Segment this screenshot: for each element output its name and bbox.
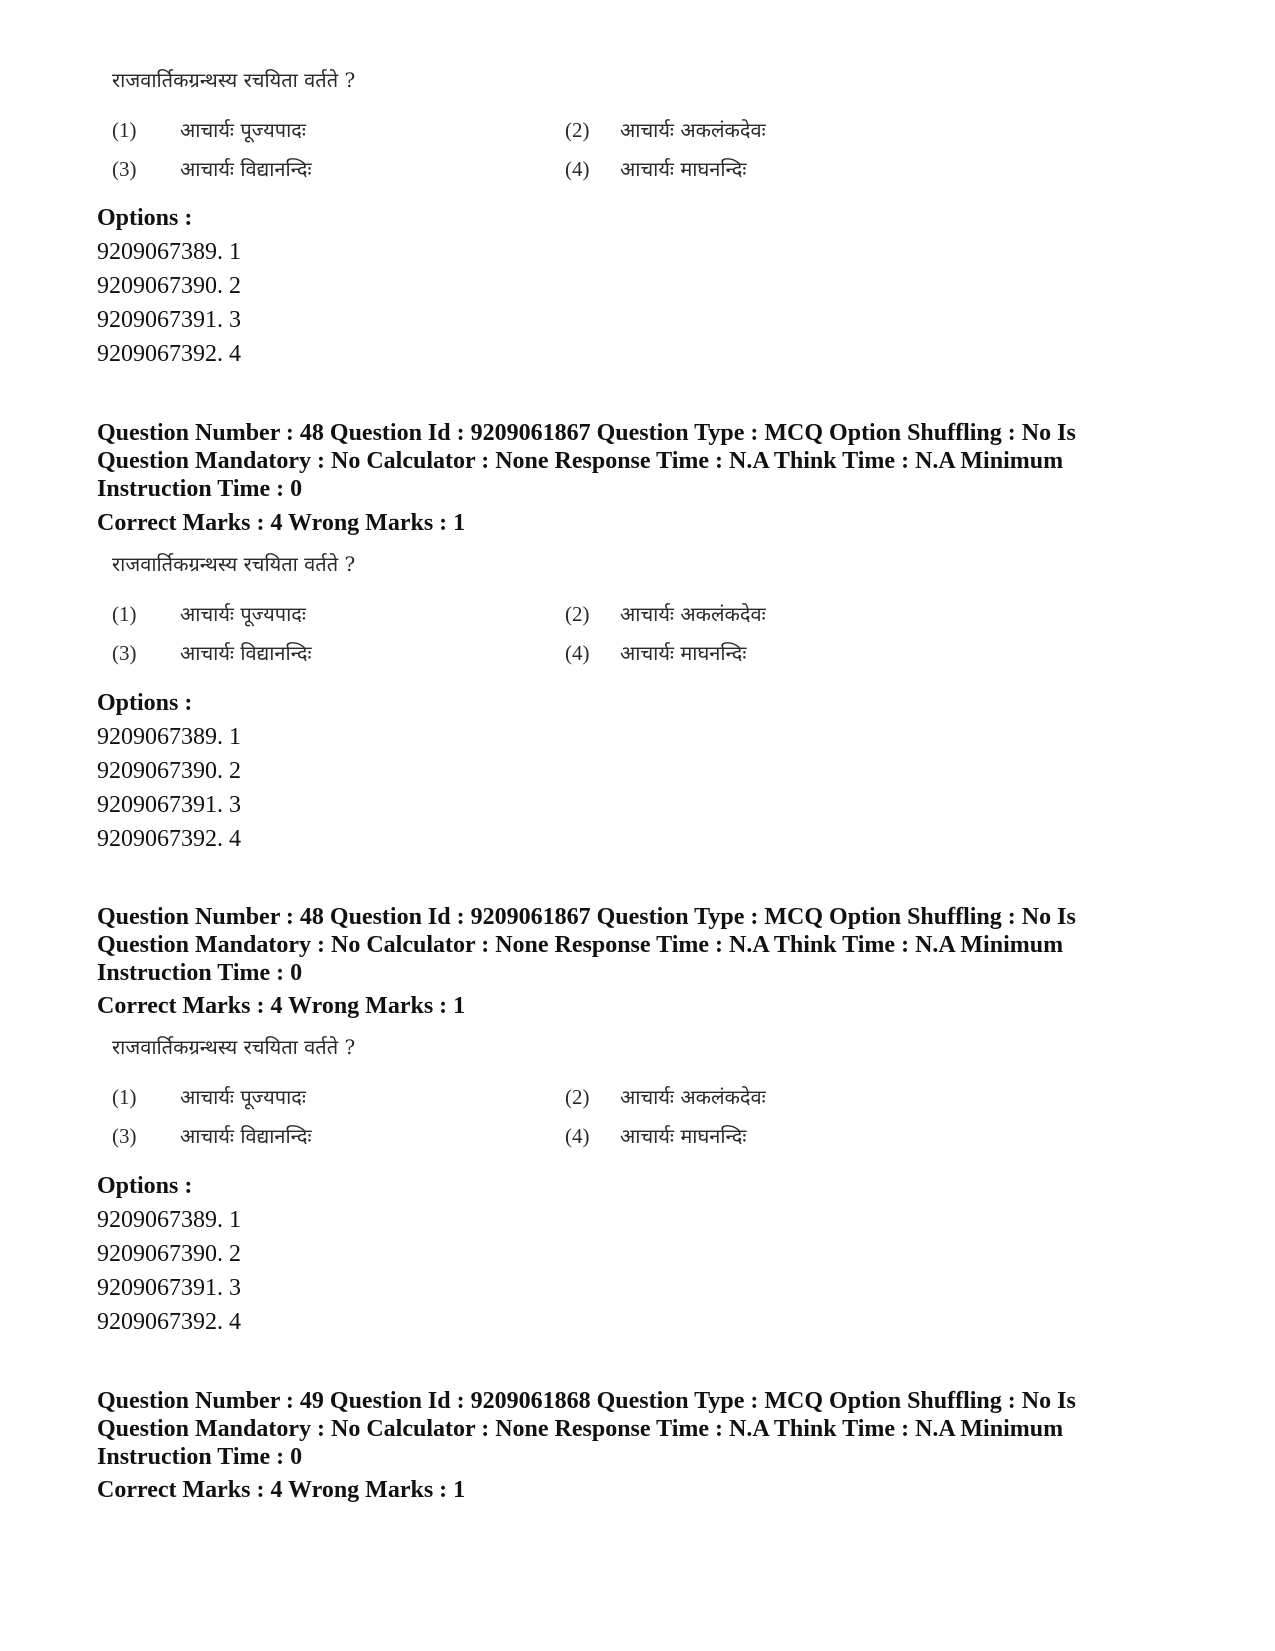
option-number: (1): [112, 602, 137, 626]
option-text: आचार्यः विद्यानन्दिः: [180, 641, 312, 665]
question-stem: राजवार्तिकग्रन्थस्य रचयिता वर्तते ?: [112, 552, 356, 576]
option-text: आचार्यः माघनन्दिः: [620, 641, 747, 665]
option-id: 9209067389. 1: [97, 1207, 241, 1233]
option-id: 9209067389. 1: [97, 239, 241, 265]
option-id: 9209067391. 3: [97, 792, 241, 818]
question-stem: राजवार्तिकग्रन्थस्य रचयिता वर्तते ?: [112, 68, 356, 92]
option-number: (2): [565, 1085, 590, 1109]
question-meta: Question Number : 49 Question Id : 9209061868 Question Type : MCQ Option Shuffling : No Is Question Mandatory : No Calculator : None Response Time : N.A Think Time : N.A Minimum Instruction Time : 0: [97, 1388, 1076, 1470]
option-number: (2): [565, 118, 590, 142]
option-id: 9209067389. 1: [97, 724, 241, 750]
option-number: (4): [565, 641, 590, 665]
options-heading: Options :: [97, 690, 193, 716]
option-text: आचार्यः पूज्यपादः: [180, 1085, 306, 1109]
question-marks: Correct Marks : 4 Wrong Marks : 1: [97, 993, 466, 1019]
option-text: आचार्यः पूज्यपादः: [180, 602, 306, 626]
option-number: (3): [112, 1124, 137, 1148]
option-id: 9209067392. 4: [97, 341, 241, 367]
option-text: आचार्यः अकलंकदेवः: [620, 602, 766, 626]
option-text: आचार्यः अकलंकदेवः: [620, 1085, 766, 1109]
option-text: आचार्यः विद्यानन्दिः: [180, 157, 312, 181]
option-id: 9209067391. 3: [97, 307, 241, 333]
question-meta: Question Number : 48 Question Id : 9209061867 Question Type : MCQ Option Shuffling : No Is Question Mandatory : No Calculator : None Response Time : N.A Think Time : N.A Minimum Instruction Time : 0: [97, 904, 1076, 986]
option-text: आचार्यः माघनन्दिः: [620, 1124, 747, 1148]
option-id: 9209067392. 4: [97, 1309, 241, 1335]
option-id: 9209067390. 2: [97, 273, 241, 299]
option-number: (1): [112, 1085, 137, 1109]
option-id: 9209067390. 2: [97, 1241, 241, 1267]
option-number: (4): [565, 157, 590, 181]
option-number: (3): [112, 157, 137, 181]
option-text: आचार्यः माघनन्दिः: [620, 157, 747, 181]
option-id: 9209067390. 2: [97, 758, 241, 784]
option-text: आचार्यः अकलंकदेवः: [620, 118, 766, 142]
option-id: 9209067392. 4: [97, 826, 241, 852]
option-number: (2): [565, 602, 590, 626]
question-stem: राजवार्तिकग्रन्थस्य रचयिता वर्तते ?: [112, 1035, 356, 1059]
question-meta: Question Number : 48 Question Id : 9209061867 Question Type : MCQ Option Shuffling : No Is Question Mandatory : No Calculator : None Response Time : N.A Think Time : N.A Minimum Instruction Time : 0: [97, 420, 1076, 502]
question-marks: Correct Marks : 4 Wrong Marks : 1: [97, 510, 466, 536]
options-heading: Options :: [97, 205, 193, 231]
option-number: (3): [112, 641, 137, 665]
option-number: (4): [565, 1124, 590, 1148]
options-heading: Options :: [97, 1173, 193, 1199]
option-id: 9209067391. 3: [97, 1275, 241, 1301]
option-number: (1): [112, 118, 137, 142]
question-marks: Correct Marks : 4 Wrong Marks : 1: [97, 1477, 466, 1503]
option-text: आचार्यः विद्यानन्दिः: [180, 1124, 312, 1148]
option-text: आचार्यः पूज्यपादः: [180, 118, 306, 142]
